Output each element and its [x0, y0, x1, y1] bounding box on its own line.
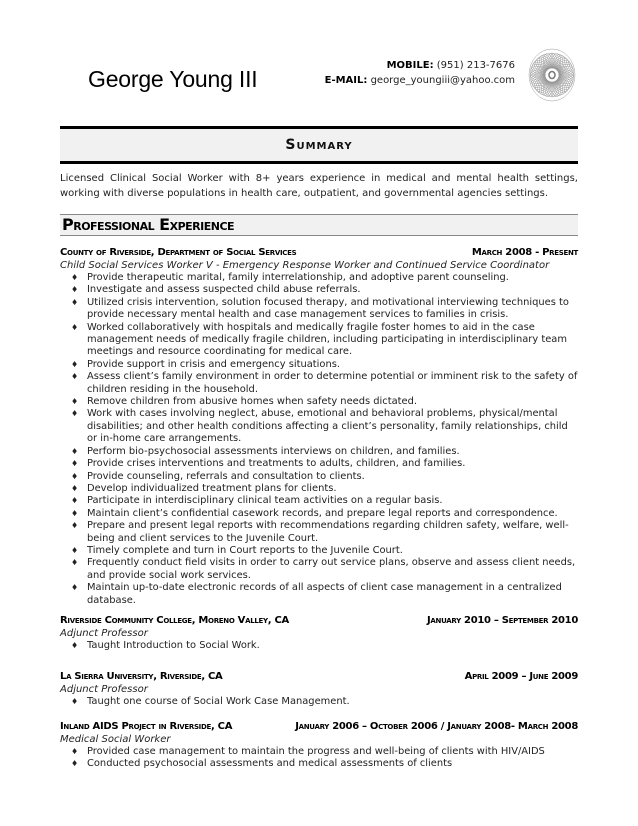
- list-item: [60, 557, 578, 582]
- list-item: [60, 495, 578, 507]
- diamond-bullet-icon: ♦: [71, 508, 79, 518]
- list-item: [60, 746, 578, 758]
- candidate-name: George Young III: [88, 66, 258, 92]
- list-item: [60, 359, 578, 371]
- job-organization: La Sierra University, Riverside, CA: [60, 671, 223, 682]
- list-item: [60, 446, 578, 458]
- bullet-text: Remove children from abusive homes when safety needs dictated.: [87, 396, 417, 408]
- bullet-text: Conducted psychosocial assessments and medical assessments of clients: [87, 758, 453, 770]
- bullet-text: Taught Introduction to Social Work.: [87, 640, 260, 651]
- diamond-bullet-icon: ♦: [71, 459, 79, 469]
- job-dates: April 2009 – June 2009: [464, 671, 578, 682]
- diamond-bullet-icon: ♦: [71, 297, 79, 307]
- diamond-bullet-icon: ♦: [71, 545, 79, 555]
- experience-section-header: [60, 214, 578, 236]
- list-item: [60, 508, 578, 520]
- bullet-text: Prepare and present legal reports with recommendations regarding children safety, welfare, well-being and client services to the Juvenile Court.: [87, 520, 569, 544]
- mobile-number: (951) 213-7676: [436, 60, 515, 71]
- list-item: [60, 483, 578, 495]
- diamond-bullet-icon: ♦: [71, 483, 79, 493]
- list-item: [60, 520, 578, 545]
- bullet-text: Assess client’s family environment in order to determine potential or imminent risk to the safety of children residing in the household.: [87, 371, 578, 395]
- list-item: [60, 371, 578, 396]
- summary-heading: Summary: [285, 137, 353, 153]
- job-title: Adjunct Professor: [60, 684, 148, 695]
- job-bullets: [60, 746, 578, 771]
- diamond-bullet-icon: ♦: [71, 359, 79, 369]
- diamond-bullet-icon: ♦: [71, 558, 79, 568]
- list-item: [60, 696, 578, 708]
- list-item: [60, 297, 578, 322]
- job-entry: [60, 720, 578, 771]
- job-bullets: [60, 272, 578, 607]
- job-title: Medical Social Worker: [60, 734, 171, 745]
- list-item: [60, 284, 578, 296]
- job-dates: January 2010 – September 2010: [427, 615, 578, 626]
- spirograph-logo-icon: [527, 47, 577, 103]
- diamond-bullet-icon: ♦: [71, 583, 79, 593]
- bullet-text: Participate in interdisciplinary clinical team activities on a regular basis.: [87, 495, 443, 507]
- summary-section-header: [60, 126, 578, 164]
- job-entry: [60, 246, 578, 607]
- list-item: [60, 582, 578, 607]
- list-item: [60, 458, 578, 470]
- job-title: Adjunct Professor: [60, 628, 148, 639]
- diamond-bullet-icon: ♦: [71, 409, 79, 419]
- list-item: [60, 640, 578, 652]
- list-item: [60, 545, 578, 557]
- bullet-text: Frequently conduct field visits in order to carry out service plans, observe and assess client needs, and provide social work services.: [87, 557, 576, 581]
- list-item: [60, 408, 578, 445]
- bullet-text: Perform bio-psychosocial assessments interviews on children, and families.: [87, 445, 460, 457]
- job-bullets: [60, 640, 578, 652]
- job-header: [60, 246, 578, 259]
- diamond-bullet-icon: ♦: [71, 496, 79, 506]
- job-header: [60, 720, 578, 733]
- diamond-bullet-icon: ♦: [71, 641, 79, 650]
- job-dates: January 2006 – October 2006 / January 2008- March 2008: [295, 721, 578, 732]
- diamond-bullet-icon: ♦: [71, 397, 79, 407]
- bullet-text: Provide counseling, referrals and consultation to clients.: [87, 470, 365, 482]
- job-header: [60, 670, 578, 683]
- diamond-bullet-icon: ♦: [71, 285, 79, 295]
- diamond-bullet-icon: ♦: [71, 697, 79, 706]
- job-title: Child Social Services Worker V - Emergency Response Worker and Continued Service Coordinator: [60, 260, 550, 271]
- job-organization: Riverside Community College, Moreno Valley, CA: [60, 615, 289, 626]
- job-entry: [60, 614, 578, 652]
- bullet-text: Provide support in crisis and emergency situations.: [87, 358, 340, 370]
- bullet-text: Investigate and assess suspected child abuse referrals.: [87, 284, 361, 296]
- bullet-text: Maintain up-to-date electronic records of all aspects of client case management in a centralized database.: [87, 582, 562, 606]
- bullet-text: Develop individualized treatment plans for clients.: [87, 482, 337, 494]
- list-item: [60, 396, 578, 408]
- bullet-text: Worked collaboratively with hospitals and medically fragile foster homes to aid in the case management needs of medically fragile children, including participating in interdisciplinary team meetings and resource coordinating for medical care.: [87, 321, 567, 358]
- diamond-bullet-icon: ♦: [71, 471, 79, 481]
- bullet-text: Provided case management to maintain the progress and well-being of clients with HIV/AIDS: [87, 746, 545, 757]
- email-address: george_youngiii@yahoo.com: [370, 75, 515, 86]
- bullet-text: Provide therapeutic marital, family interrelationship, and adoptive parent counseling.: [87, 272, 509, 283]
- diamond-bullet-icon: ♦: [71, 521, 79, 531]
- email-label: E-MAIL:: [324, 75, 368, 86]
- diamond-bullet-icon: ♦: [71, 273, 79, 282]
- bullet-text: Work with cases involving neglect, abuse, emotional and behavioral problems, physical/mental disabilities; and other health conditions affecting a client’s personality, family relationships, child or in-home care arrangements.: [87, 408, 568, 445]
- bullet-text: Utilized crisis intervention, solution focused therapy, and motivational interviewing techniques to provide necessary mental health and case management services to families in crisis.: [87, 296, 569, 321]
- job-dates: March 2008 - Present: [471, 247, 578, 258]
- contact-info: [300, 58, 515, 88]
- bullet-text: Timely complete and turn in Court reports to the Juvenile Court.: [87, 544, 403, 556]
- diamond-bullet-icon: ♦: [71, 322, 79, 332]
- job-entry: [60, 670, 578, 708]
- summary-text: Licensed Clinical Social Worker with 8+ years experience in medical and mental health settings, working with diverse populations in health care, outpatient, and governmental agencies settings.: [60, 173, 578, 199]
- job-organization: Inland AIDS Project in Riverside, CA: [60, 721, 233, 732]
- diamond-bullet-icon: ♦: [71, 446, 79, 456]
- list-item: [60, 471, 578, 483]
- diamond-bullet-icon: ♦: [71, 747, 79, 756]
- job-bullets: [60, 696, 578, 708]
- experience-heading: Professional Experience: [62, 215, 235, 234]
- bullet-text: Taught one course of Social Work Case Management.: [87, 696, 350, 707]
- list-item: [60, 322, 578, 359]
- bullet-text: Maintain client’s confidential casework records, and prepare legal reports and correspondence.: [87, 507, 558, 519]
- list-item: [60, 272, 578, 284]
- mobile-label: MOBILE:: [386, 60, 434, 71]
- diamond-bullet-icon: ♦: [71, 372, 79, 382]
- list-item: [60, 758, 578, 770]
- bullet-text: Provide crises interventions and treatments to adults, children, and families.: [87, 458, 466, 470]
- diamond-bullet-icon: ♦: [71, 759, 79, 769]
- job-header: [60, 614, 578, 627]
- job-organization: County of Riverside, Department of Social Services: [60, 247, 297, 258]
